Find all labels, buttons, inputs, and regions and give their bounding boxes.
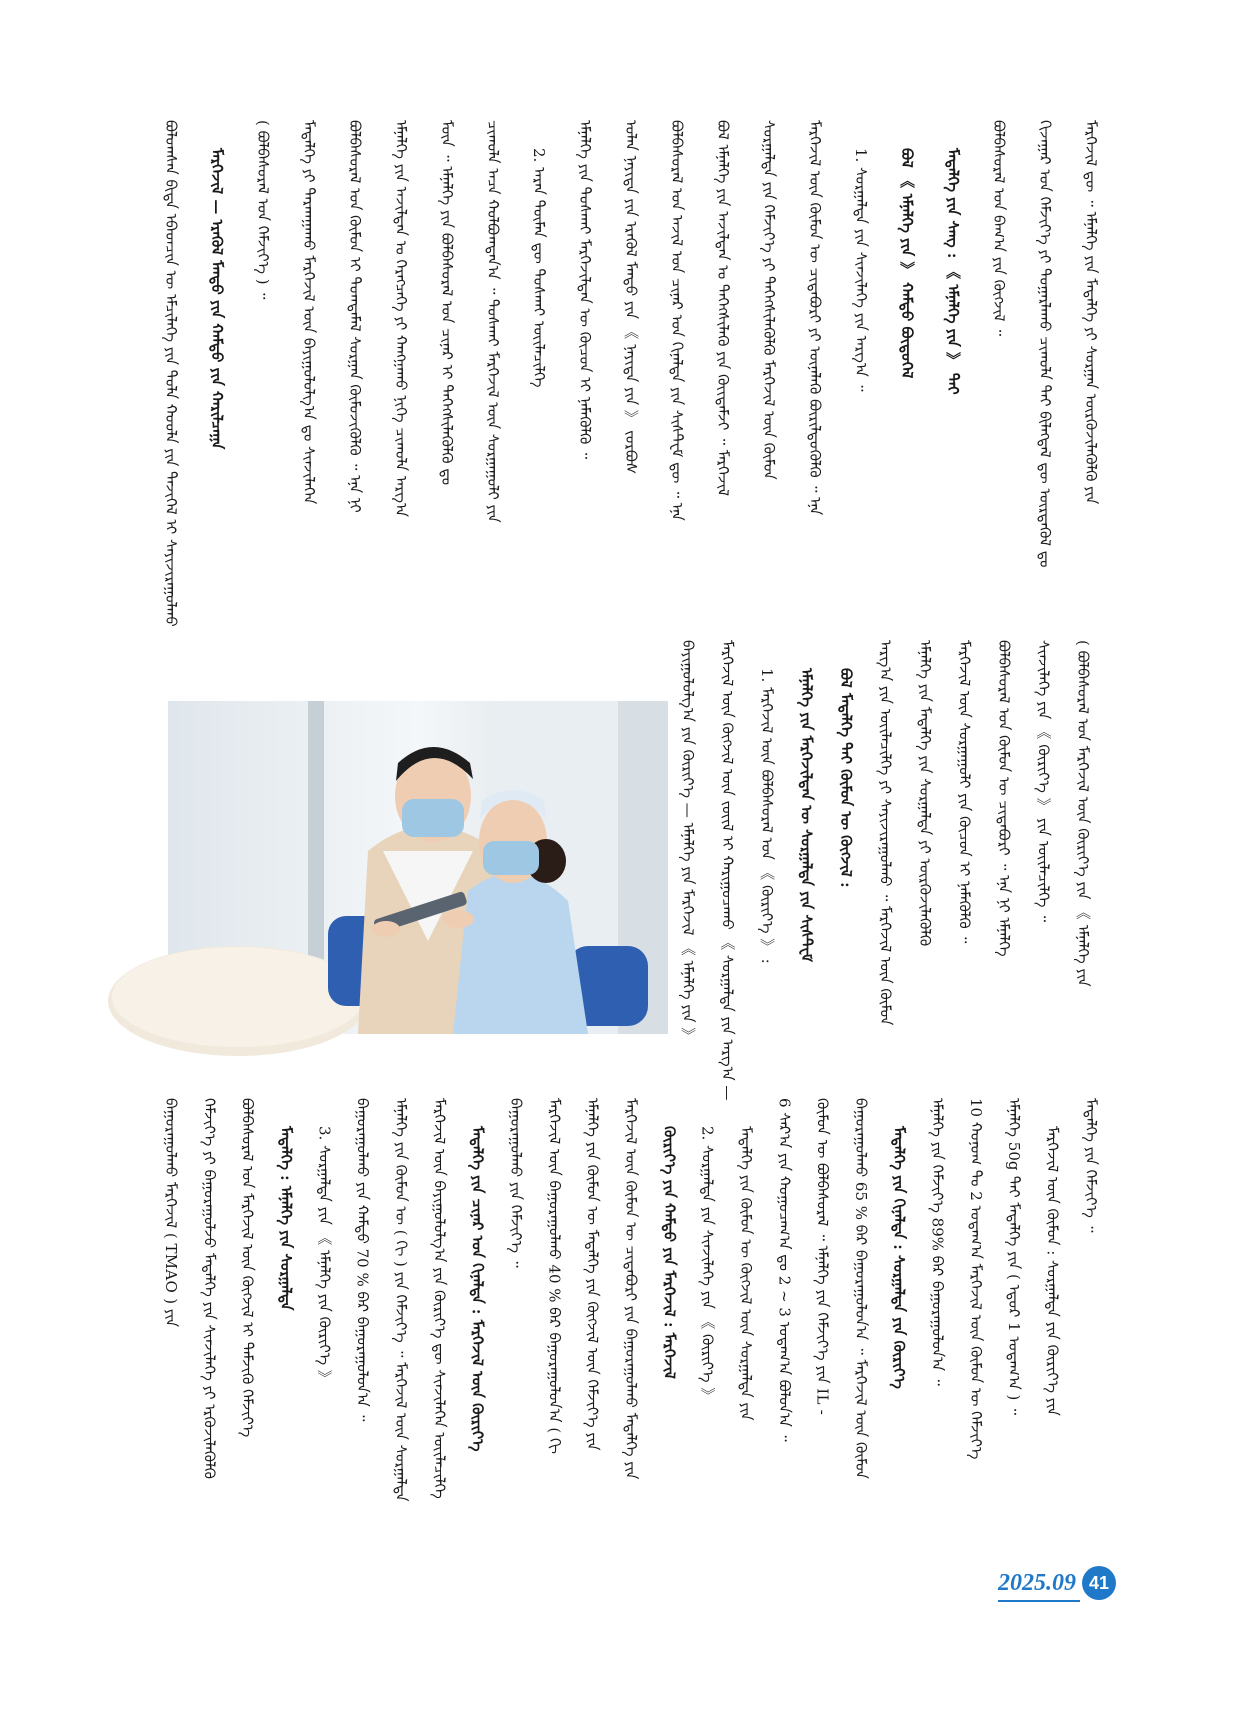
photo-illustration [168, 701, 668, 1034]
text-line: ᠡᠮᠨᠡᠯᠭᠡ ᠶᠢᠨ ᠮᠡᠳᠡᠯᠭᠡ ᠶᠢᠨ ᠰᠤᠷᠭᠠᠯᠲᠠ ᠶᠢ ᠦᠷᠭᠦᠵᠢᠯᠡᠭᠦᠯᠬᠦ [916, 640, 934, 947]
text-line: ᠪᠠᠭᠤᠷᠠᠭᠤᠯᠬᠤ ᠶᠢᠨ ᠬᠡᠮᠵᠢᠶ᠎ᠡ ᠃ [506, 1098, 525, 1268]
text-line: ᠣᠯᠠᠨ ᠨᠡᠶᠢᠲᠡ ᠶᠢᠨ ᠡᠷᠡᠭᠦᠯ ᠮᠡᠨᠳᠦ ᠶᠢᠨ 《 ᠨᠡᠶᠢᠲᠡ ᠶᠢᠨ 》 ᠵᠤᠷᠪᠤᠰ [622, 120, 640, 475]
text-line: ᠮᠡᠷᠭᠡᠵᠢᠯ ᠦᠨ ᠪᠠᠶᠢᠭᠤᠯᠤᠯᠭ᠎ᠠ ᠶᠢᠨ ᠬᠦᠷᠢᠶ᠎ᠡ ᠳᠦ ᠰᠢᠨᠵᠢᠯᠡᠭᠡᠨ ᠦᠢᠯᠡᠴᠢᠯᠭᠡ [430, 1098, 449, 1499]
text-line: ᠪᠠᠭᠤᠷᠠᠭᠤᠯᠬᠤ ᠶᠢᠨ ᠬᠠᠮᠲᠤ 70 % ᠪᠠᠷ ᠪᠠᠭᠤᠷᠠᠭᠤᠯᠤᠨ᠎ᠠ ᠃ [353, 1098, 372, 1422]
text-line: ᠪᠠᠶᠢᠭᠤᠯᠤᠯᠭ᠎ᠠ ᠶᠢᠨ ᠬᠦᠷᠢᠶ᠎ᠡ — ᠡᠮᠨᠡᠯᠭᠡ ᠶᠢᠨ ᠮᠡᠷᠭᠡᠵᠢᠯ 《 ᠡᠮᠨᠡᠯᠭᠡ ᠶᠢᠨ 》 [679, 640, 697, 1043]
text-line: ᠪᠣᠯ 《 ᠡᠮᠨᠡᠯᠭᠡ ᠶᠢᠨ 》 ᠬᠠᠮᠲᠤ ᠪᠦᠲᠦᠭᠡᠯ [898, 148, 916, 379]
text-line: ᠮᠡᠳᠡᠯᠭᠡ ᠶᠢ ᠲᠠᠷᠬᠠᠭᠠᠬᠤ ᠮᠡᠷᠭᠡᠵᠢᠯ ᠦᠨ ᠪᠠᠶᠢᠭᠤᠯᠤᠯᠭ᠎ᠠ ᠳᠤ ᠰᠢᠨᠵᠢᠯᠡᠭᠡᠨ [300, 120, 318, 505]
text-line: ᠴᠢᠬᠤᠯᠠ ᠠᠴᠠ ᠬᠣᠯᠪᠣᠭᠳᠠᠨ᠎ᠠ ᠃ ᠲᠤᠰᠬᠠᠢ ᠮᠡᠷᠭᠡᠵᠢᠯ ᠦᠨ ᠰᠤᠷᠭᠠᠭᠤᠯᠢ ᠶᠢᠨ [484, 120, 502, 523]
text-line: ᠪᠣᠯᠣᠭᠰᠠᠨ ᠪᠢᠳᠡ ᠡᠪᠡᠳᠴᠢᠨ ᠦ ᠡᠮᠴᠢᠯᠡᠭᠡ ᠶᠢᠨ ᠲᠤᠯᠠ ᠬᠣᠣᠯᠠ ᠶᠢᠨ ᠲᠡᠵᠢᠭᠡᠯ ᠢ ᠰᠠᠶᠢᠵᠢᠷᠠᠭᠤᠯᠬᠤ [162, 120, 180, 627]
text-line: ᠪᠠᠭᠤᠷᠠᠭᠤᠯᠬᠤ ᠮᠡᠷᠭᠡᠵᠢᠯ ( TMAO ) ᠶᠢᠨ [162, 1098, 180, 1327]
text-line: ᠮᠡᠳᠡᠯᠭᠡ ᠶᠢᠨ ᠬᠡᠮᠵᠢᠶ᠎ᠡ ᠃ [1081, 1098, 1100, 1233]
issue-date: 2025.09 [998, 1569, 1076, 1596]
text-line: ᠮᠡᠷᠭᠡᠵᠢᠯ ᠦᠨ ᠰᠤᠷᠭᠠᠭᠤᠯᠢ ᠶᠢᠨ ᠬᠦᠴᠦᠨ ᠢ ᠨᠡᠮᠡᠭᠦᠯᠬᠦ ᠃ [955, 640, 974, 944]
text-line: ᠮᠥᠨ ᠃ ᠡᠮᠨᠡᠯᠭᠡ ᠶᠢᠨ ᠪᠣᠯᠪᠠᠰᠤᠷᠠᠯ ᠤᠨ ᠴᠢᠨᠠᠷ ᠢ ᠳᠡᠭᠡᠭᠰᠢᠯᠡᠭᠦᠯᠬᠦ ᠳᠤ [438, 120, 456, 486]
text-line: 2. ᠠᠷᠠᠨ ᠲᠦᠮᠡᠨ ᠳᠦ ᠲᠣᠰᠬᠠᠢ ᠦᠢᠯᠡᠴᠢᠯᠭᠡ [530, 148, 548, 388]
text-line: 2. ᠰᠤᠷᠭᠠᠯᠲᠠ ᠶᠢᠨ ᠰᠢᠨᠵᠢᠯᠡᠭᠡ ᠶᠢᠨ 《 ᠬᠦᠷᠢᠶ᠎ᠡ 》 [698, 1126, 717, 1403]
text-line: ᠪᠣᠯᠪᠠᠰᠤᠷᠠᠯ ᠤᠨ ᠮᠡᠷᠭᠡᠵᠢᠯ ᠦᠨ ᠬᠥᠭᠵᠢᠯ ᠢ ᠳᠡᠮᠵᠢᠬᠦ ᠬᠡᠮᠵᠢᠶ᠎ᠡ [238, 1098, 257, 1438]
text-line: ( ᠪᠣᠯᠪᠠᠰᠤᠷᠠᠯ ᠤᠨ ᠬᠡᠮᠵᠢᠶ᠎ᠡ ) ᠃ [254, 120, 272, 300]
text-line: ᠪᠣᠯᠪᠠᠰᠤᠷᠠᠯ ᠤᠨ ᠬᠦᠮᠦᠨ ᠦ ᠴᠢᠳᠠᠪᠤᠷᠢ ᠃ ᠡᠨᠡ ᠨᠢ ᠡᠮᠨᠡᠯᠭᠡ [995, 640, 1013, 957]
folio-underline [998, 1600, 1080, 1602]
text-line: ᠪᠣᠯᠪᠠᠰᠤᠷᠠᠯ ᠤᠨ ᠠᠵᠢᠯ ᠤᠨ ᠴᠢᠨᠠᠷ ᠤᠨ ᠬᠢᠨᠠᠯᠲᠠ ᠶᠢᠨ ᠰᠢᠰᠲ᠋ᠧᠮ ᠳᠦ ᠃ ᠡᠨᠡ [668, 120, 686, 521]
text-line: ᠬᠡᠮᠵᠢᠶ᠎ᠡ ᠶᠢ ᠪᠠᠭᠤᠷᠠᠭᠤᠯᠵᠤ ᠮᠡᠳᠡᠯᠭᠡ ᠶᠢᠨ ᠰᠢᠨᠵᠢᠯᠡᠭᠡ ᠶᠢ ᠡᠷᠭᠦᠵᠢᠯᠡᠭᠦᠯᠬᠦ [200, 1098, 219, 1479]
text-line: ᠮᠡᠷᠭᠡᠵᠢᠯ ᠦᠨ ᠪᠠᠭᠤᠷᠠᠭᠤᠯᠬᠤ 40 % ᠪᠠᠷ ᠪᠠᠭᠤᠷᠠᠭᠤᠯᠤᠨ᠎ᠠ ( ᠬᠢ [545, 1098, 564, 1454]
text-line: ᠮᠡᠷᠭᠡᠵᠢᠯ — ᠡᠷᠡᠭᠦᠯ ᠮᠡᠨᠳᠦ ᠶᠢᠨ ᠬᠠᠮᠲᠤ ᠶᠢᠨ ᠬᠠᠷᠢᠯᠴᠠᠭᠠ [208, 148, 226, 450]
text-line: ᠬᠦᠷᠢᠶ᠎ᠡ ᠶᠢᠨ ᠬᠠᠮᠲᠤ ᠶᠢᠨ ᠮᠡᠷᠭᠡᠵᠢᠯ : ᠮᠡᠷᠭᠡᠵᠢᠯ [660, 1126, 679, 1379]
text-line: ᠡᠮᠨᠡᠯᠭᠡ ᠶᠢᠨ ᠠᠵᠢᠯᠲᠠᠨ ᠤ ᠬᠡᠷᠡᠭᠴᠡᠭᠡ ᠶᠢ ᠬᠠᠩᠭᠠᠬᠤ ᠨᠢᠭᠡ ᠴᠢᠬᠤᠯᠠ ᠠᠷᠭ᠎ᠠ [392, 120, 410, 517]
text-column-beside-photo [679, 640, 1092, 1101]
page-folio [998, 1566, 1116, 1600]
text-line: ᠮᠡᠷᠭᠡᠵᠢᠯ ᠦᠨ ᠬᠦᠮᠦᠨ ᠦ ᠴᠢᠳᠠᠪᠤᠷᠢ ᠶᠢ ᠦᠨᠡᠯᠡᠬᠦ ᠪᠦᠷᠢᠯᠳᠦᠭᠦᠯᠬᠦ ᠃ ᠡᠨᠡ [806, 120, 824, 516]
text-line: ᠡᠮᠨᠡᠯᠭᠡ ᠶᠢᠨ ᠬᠦᠮᠦᠨ ᠦ ᠮᠡᠳᠡᠯᠭᠡ ᠶᠢᠨ ᠬᠥᠭᠵᠢᠯ ᠦᠨ ᠬᠡᠮᠵᠢᠶ᠎ᠡ ᠶᠢᠨ [583, 1098, 602, 1451]
text-line: ᠰᠢᠨᠵᠢᠯᠡᠭᠡ ᠶᠢᠨ 《 ᠬᠦᠷᠢᠶ᠎ᠡ 》 ᠶᠢᠨ ᠦᠢᠯᠡᠴᠢᠯᠭᠡ ᠃ [1034, 640, 1053, 923]
text-line: 3. ᠰᠤᠷᠭᠠᠯᠲᠠ ᠶᠢᠨ 《 ᠡᠮᠨᠡᠯᠭᠡ ᠶᠢᠨ ᠬᠦᠷᠢᠶ᠎ᠡ 》 [315, 1126, 334, 1386]
text-line: ᠠᠷᠭ᠎ᠠ ᠶᠢᠨ ᠦᠢᠯᠡᠴᠢᠯᠭᠡ ᠶᠢ ᠰᠠᠶᠢᠵᠢᠷᠠᠭᠤᠯᠬᠤ ᠃ ᠮᠡᠷᠭᠡᠵᠢᠯ ᠦᠨ ᠬᠦᠮᠦᠨ [876, 640, 895, 1026]
text-line: ᠮᠡᠷᠭᠡᠵᠢᠯ ᠳᠦ ᠃ ᠡᠮᠨᠡᠯᠭᠡ ᠶᠢᠨ ᠮᠡᠳᠡᠯᠭᠡ ᠶᠢ ᠰᠤᠷᠭᠠᠨ ᠦᠷᠭᠦᠵᠢᠯᠡᠭᠦᠯᠬᠦ ᠶᠢᠨ [1082, 120, 1100, 505]
text-line: ᠪᠣᠯᠪᠠᠰᠤᠷᠠᠯ ᠤᠨ ᠪᠠᠭ᠎ᠠ ᠶᠢᠨ ᠬᠥᠭᠵᠢᠯ ᠃ [990, 120, 1008, 337]
text-line: 1. ᠮᠡᠷᠭᠡᠵᠢᠯ ᠦᠨ ᠪᠣᠯᠪᠠᠰᠤᠷᠠᠯ ᠤᠨ 《 ᠬᠦᠷᠢᠶ᠎ᠡ 》 : [758, 668, 776, 964]
text-line: ᠰᠤᠷᠭᠠᠯᠲᠠ ᠶᠢᠨ ᠬᠡᠮᠵᠢᠶ᠎ᠡ ᠶᠢ ᠳᠡᠭᠡᠭᠰᠢᠯᠡᠭᠦᠯᠬᠦ ᠮᠡᠷᠭᠡᠵᠢᠯ ᠦᠨ ᠬᠦᠮᠦᠨ [760, 120, 778, 480]
text-line: ᠡᠮᠨᠡᠯᠭᠡ ᠶᠢᠨ ᠲᠤᠰᠬᠠᠢ ᠮᠡᠷᠭᠡᠵᠢᠯᠲᠡᠨ ᠦ ᠬᠦᠴᠦᠨ ᠢ ᠨᠡᠮᠡᠭᠦᠯᠬᠦ ᠃ [576, 120, 594, 459]
text-line: ᠮᠡᠳᠡᠯᠭᠡ ᠶᠢᠨ ᠰᠠᠩ : 《 ᠡᠮᠨᠡᠯᠭᠡ ᠶᠢᠨ 》 ᠲᠠᠢ [944, 148, 962, 395]
text-line: ᠮᠡᠷᠭᠡᠵᠢᠯ ᠦᠨ ᠬᠦᠮᠦᠨ : ᠰᠤᠷᠭᠠᠯᠲᠠ ᠶᠢᠨ ᠬᠦᠷᠢᠶ᠎ᠡ ᠶᠢᠨ [1043, 1126, 1062, 1416]
text-line: ᠪᠣᠯ ᠡᠮᠨᠡᠯᠭᠡ ᠶᠢᠨ ᠠᠵᠢᠯᠲᠠᠨ ᠤ ᠳᠡᠭᠡᠭᠰᠢᠯᠡᠬᠦ ᠶᠢᠨ ᠬᠦᠢᠲᠡᠮᠵᠢ ᠃ ᠮᠡᠷᠭᠡᠵᠢᠯ [714, 120, 732, 496]
text-line: ᠡᠮᠨᠡᠯᠭᠡ ᠶᠢᠨ ᠮᠡᠷᠭᠡᠵᠢᠯᠲᠡᠨ ᠦ ᠰᠤᠷᠭᠠᠯᠲᠠ ᠶᠢᠨ ᠰᠢᠰᠲ᠋ᠧᠮ [797, 668, 816, 962]
text-line: ᠮᠡᠳᠡᠯᠭᠡ ᠶᠢᠨ ᠬᠦᠮᠦᠨ ᠦ ᠬᠥᠭᠵᠢᠯ ᠦᠨ ᠰᠤᠷᠭᠠᠯᠲᠠ ᠶᠢᠨ [736, 1126, 755, 1421]
text-line: ᠬᠦᠮᠦᠨ ᠦ ᠪᠣᠯᠪᠠᠰᠤᠷᠠᠯ ᠃ ᠡᠮᠨᠡᠯᠭᠡ ᠶᠢᠨ ᠬᠡᠮᠵᠢᠶ᠎ᠡ ᠶᠢᠨ IL - [813, 1098, 832, 1416]
text-column-right [163, 1098, 1098, 1553]
photo-doctor-nurse [168, 701, 668, 1034]
text-line: ᠪᠠᠭᠤᠷᠠᠭᠤᠯᠬᠤ 65 % ᠪᠠᠷ ᠪᠠᠭᠤᠷᠠᠭᠤᠯᠤᠨ᠎ᠠ ᠃ ᠮᠡᠷᠭᠡᠵᠢᠯ ᠦᠨ ᠬᠦᠮᠦᠨ [851, 1098, 870, 1479]
text-line: ( ᠪᠣᠯᠪᠠᠰᠤᠷᠠᠯ ᠤᠨ ᠮᠡᠷᠭᠡᠵᠢᠯ ᠦᠨ ᠬᠦᠷᠢᠶ᠎ᠡ ᠶᠢᠨ 《 ᠡᠮᠨᠡᠯᠭᠡ ᠶᠢᠨ [1074, 640, 1092, 987]
page-number: 41 [1082, 1566, 1116, 1600]
text-line: ᠮᠡᠳᠡᠯᠭᠡ : ᠡᠮᠨᠡᠯᠭᠡ ᠶᠢᠨ ᠰᠤᠷᠭᠠᠯᠲᠠ [276, 1126, 295, 1311]
text-line: ᠮᠡᠳᠡᠯᠭᠡ ᠶᠢᠨ ᠴᠢᠨᠠᠷ ᠤᠨ ᠬᠢᠨᠠᠯᠲᠠ : ᠮᠡᠷᠭᠡᠵᠢᠯ ᠦᠨ ᠬᠦᠷᠢᠶ᠎ᠡ [468, 1126, 487, 1452]
text-line: ᠬᠢᠵᠠᠭᠠᠷ ᠤᠨ ᠬᠡᠮᠵᠢᠶ᠎ᠡ ᠶᠢ ᠲᠤᠭᠠᠷᠯᠠᠬᠤ ᠴᠢᠬᠤᠯᠠ ᠲᠠᠢ ᠪᠢᠯᠡᠭᠳᠡᠯ ᠳᠦ ᠦᠷᠳᠡᠭᠦᠯ ᠳᠤ [1036, 120, 1054, 568]
text-line: ᠡᠮᠨᠡᠯᠭᠡ 50g ᠲᠠᠢ ᠮᠡᠳᠡᠯᠭᠡ ᠶᠢᠨ ( ᠡᠳᠦᠷ 1 ᠤᠳᠠᠭ᠎ᠠ ) ᠃ [1005, 1098, 1024, 1416]
text-line: ᠮᠡᠷᠭᠡᠵᠢᠯ ᠦᠨ ᠬᠦᠮᠦᠨ ᠦ ᠴᠢᠳᠠᠪᠤᠷᠢ ᠶᠢᠨ ᠪᠠᠭᠤᠷᠠᠭᠤᠯᠬᠤ ᠮᠡᠳᠡᠯᠭᠡ ᠶᠢᠨ [621, 1098, 640, 1480]
text-line: ᠮᠡᠷᠭᠡᠵᠢᠯ ᠦᠨ ᠬᠥᠭᠵᠢᠯ ᠦᠨ ᠵᠦᠢᠯ ᠢ ᠬᠠᠷᠢᠭᠤᠴᠠᠬᠤ 《 ᠰᠤᠷᠭᠠᠯᠲᠠ ᠶᠢᠨ ᠠᠷᠭ᠎ᠠ — [718, 640, 737, 1101]
text-line: 6 ᠰᠠᠷ᠎ᠠ ᠶᠢᠨ ᠬᠤᠭᠤᠴᠠᠭ᠎ᠠ ᠳᠤ 2 ~ 3 ᠤᠳᠠᠭ᠎ᠠ ᠪᠣᠯᠤᠨ᠎ᠠ ᠃ [775, 1098, 794, 1442]
text-line: 10 ᠬᠣᠨᠣᠭ ᠲᠤ 2 ᠤᠳᠠᠭ᠎ᠠ ᠮᠡᠷᠭᠡᠵᠢᠯ ᠦᠨ ᠬᠦᠮᠦᠨ ᠦ ᠬᠡᠮᠵᠢᠶ᠎ᠡ [966, 1098, 985, 1460]
text-column-left [163, 120, 1098, 625]
text-line: ᠡᠮᠨᠡᠯᠭᠡ ᠶᠢᠨ ᠬᠡᠮᠵᠢᠶ᠎ᠡ 89% ᠪᠠᠷ ᠪᠠᠭᠤᠷᠠᠭᠤᠯᠤᠨ᠎ᠠ ᠃ [928, 1098, 947, 1386]
text-line: ᠡᠮᠨᠡᠯᠭᠡ ᠶᠢᠨ ᠬᠦᠮᠦᠨ ᠦ ( ᠬᠢ ) ᠶᠢᠨ ᠬᠡᠮᠵᠢᠶ᠎ᠡ ᠃ ᠮᠡᠷᠭᠡᠵᠢᠯ ᠦᠨ ᠰᠤᠷᠭᠠᠯᠲᠠ [391, 1098, 410, 1502]
text-line: ᠪᠣᠯ ᠮᠡᠳᠡᠯᠭᠡ ᠲᠠᠢ ᠬᠦᠮᠦᠨ ᠦ ᠬᠥᠭᠵᠢᠯ : [837, 668, 855, 888]
text-line: 1. ᠰᠤᠷᠭᠠᠯᠲᠠ ᠶᠢᠨ ᠰᠢᠨᠵᠢᠯᠡᠭᠡ ᠶᠢᠨ ᠠᠷᠭ᠎ᠠ ᠃ [852, 148, 870, 392]
text-line: ᠪᠣᠯᠪᠠᠰᠤᠷᠠᠯ ᠤᠨ ᠬᠦᠮᠦᠨ ᠢ ᠲᠣᠭᠲᠠᠮᠠᠯ ᠰᠤᠷᠭᠠᠨ ᠬᠦᠮᠦᠵᠢᠭᠦᠯᠬᠦ ᠃ ᠡᠨᠡ ᠨᠢ [346, 120, 364, 513]
text-line: ᠮᠡᠳᠡᠯᠭᠡ ᠶᠢᠨ ᠬᠢᠨᠠᠯᠲᠠ : ᠰᠤᠷᠭᠠᠯᠲᠠ ᠶᠢᠨ ᠬᠦᠷᠢᠶ᠎ᠡ [890, 1126, 909, 1389]
